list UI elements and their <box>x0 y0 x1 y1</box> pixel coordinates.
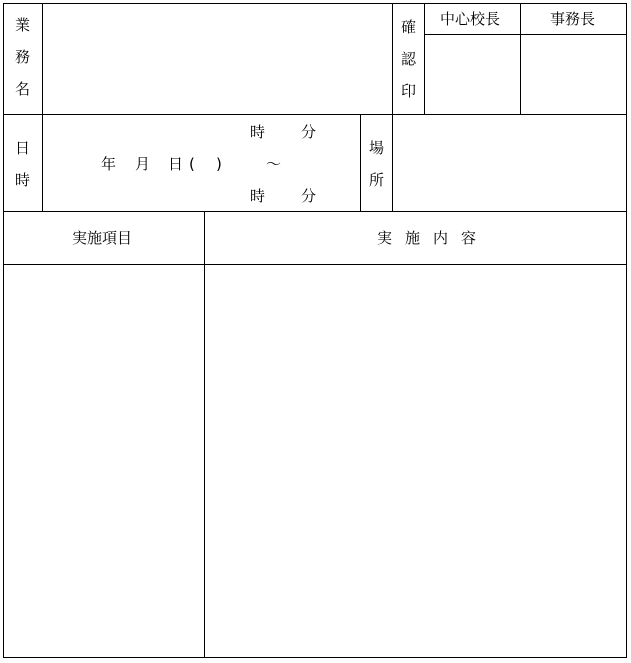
basho-field[interactable] <box>393 115 626 211</box>
item-body-field[interactable] <box>4 265 204 657</box>
nichiji-label: 日 時 <box>15 139 31 189</box>
approver-label-office-chief: 事務長 <box>550 10 596 28</box>
year-label: 年 <box>101 155 117 173</box>
gyomu-label: 業 務 名 <box>15 16 31 98</box>
column-header-content: 実 施 内 容 <box>377 229 477 247</box>
weekday-paren-close: ) <box>216 155 222 173</box>
weekday-paren-open: ( <box>189 155 195 173</box>
content-body-field[interactable] <box>205 265 626 657</box>
month-label: 月 <box>135 155 151 173</box>
approver-label-principal: 中心校長 <box>440 10 501 28</box>
kakunin-label: 確 認 印 <box>401 18 417 100</box>
end-hour-label: 時 <box>250 187 266 205</box>
border-basho-left <box>360 114 361 212</box>
start-minute-label: 分 <box>301 123 317 141</box>
stamp-box-principal[interactable] <box>425 35 520 114</box>
border-bottom <box>3 657 627 658</box>
start-hour-label: 時 <box>250 123 266 141</box>
border-right <box>626 3 627 658</box>
end-minute-label: 分 <box>301 187 317 205</box>
border-row2-bottom <box>3 211 627 212</box>
stamp-box-office-chief[interactable] <box>521 35 626 114</box>
day-label: 日 <box>168 155 184 173</box>
gyomu-field[interactable] <box>43 4 392 114</box>
column-header-item: 実施項目 <box>72 229 133 247</box>
time-range-tilde: ～ <box>266 155 282 173</box>
basho-label: 場 所 <box>369 139 385 189</box>
